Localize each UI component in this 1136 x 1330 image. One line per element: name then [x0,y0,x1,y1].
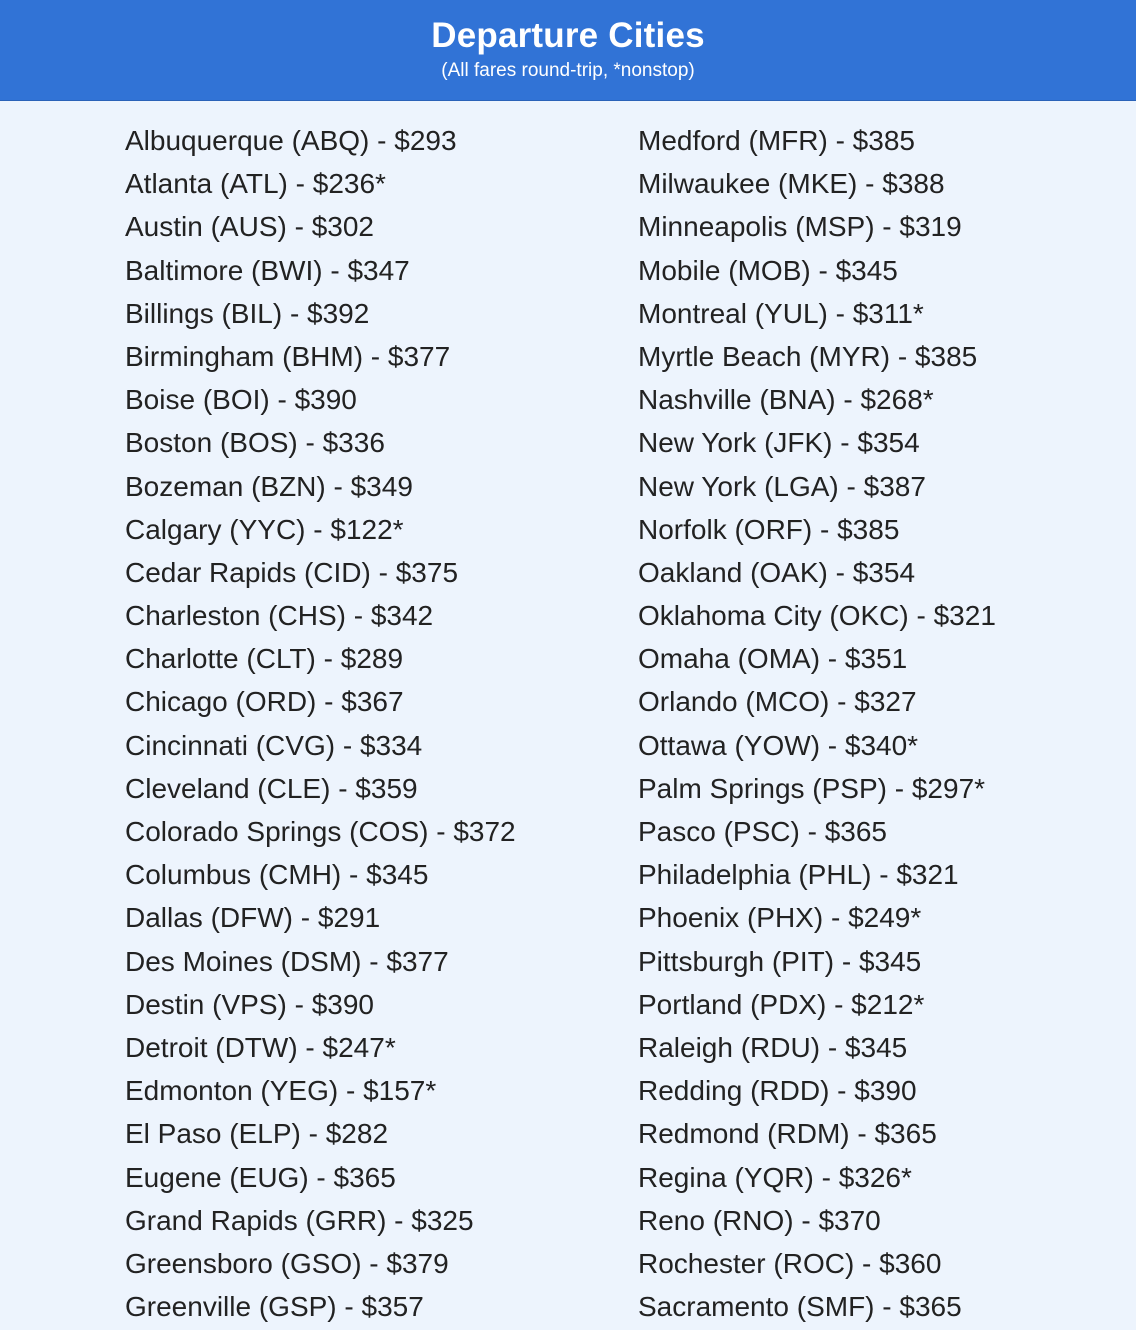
city-fare-item: Billings (BIL) - $392 [125,297,370,329]
city-fare-item: Charleston (CHS) - $342 [125,600,434,632]
city-fare-item: Bozeman (BZN) - $349 [125,470,413,502]
city-fare-item: New York (LGA) - $387 [638,470,926,502]
city-fare-item: Greenville (GSP) - $357 [125,1291,424,1323]
city-fare-item: Orlando (MCO) - $327 [638,686,917,718]
city-fare-item: Philadelphia (PHL) - $321 [638,859,959,891]
city-fare-item: Grand Rapids (GRR) - $325 [125,1204,474,1236]
city-fare-item: Redmond (RDM) - $365 [638,1118,937,1150]
left-column [125,122,516,1330]
city-fare-item: Myrtle Beach (MYR) - $385 [638,340,978,372]
city-fare-item: Boise (BOI) - $390 [125,384,357,416]
city-fare-item: Rochester (ROC) - $360 [638,1247,942,1279]
city-fare-item: Minneapolis (MSP) - $319 [638,211,962,243]
city-fare-item: Destin (VPS) - $390 [125,988,374,1020]
city-fare-item: Detroit (DTW) - $247* [125,1031,396,1063]
city-fare-item: Eugene (EUG) - $365 [125,1161,396,1193]
city-fare-item: Oakland (OAK) - $354 [638,556,916,588]
city-fare-item: Reno (RNO) - $370 [638,1204,881,1236]
city-fare-item: Edmonton (YEG) - $157* [125,1075,437,1107]
city-fare-item: Pittsburgh (PIT) - $345 [638,945,922,977]
city-fare-item: Palm Springs (PSP) - $297* [638,772,986,804]
city-fare-item: Charlotte (CLT) - $289 [125,643,404,675]
city-fare-item: Calgary (YYC) - $122* [125,513,404,545]
page-subtitle: (All fares round-trip, *nonstop) [441,60,695,81]
header-banner [0,0,1136,101]
city-fare-item: Medford (MFR) - $385 [638,125,915,156]
city-fare-item: Regina (YQR) - $326* [638,1161,912,1193]
city-fare-item: Mobile (MOB) - $345 [638,254,898,286]
city-fare-item: Omaha (OMA) - $351 [638,643,908,675]
city-fare-item: Norfolk (ORF) - $385 [638,513,900,545]
city-fare-item: New York (JFK) - $354 [638,427,920,459]
city-fare-item: Des Moines (DSM) - $377 [125,945,449,977]
city-fare-item: Oklahoma City (OKC) - $321 [638,600,996,632]
city-fare-item: Atlanta (ATL) - $236* [125,168,386,200]
city-fare-item: Pasco (PSC) - $365 [638,816,887,847]
departure-cities-list [0,101,1136,1330]
city-fare-item: Columbus (CMH) - $345 [125,859,429,891]
city-fare-item: Dallas (DFW) - $291 [125,902,381,934]
city-fare-item: Sacramento (SMF) - $365 [638,1291,962,1323]
city-fare-item: Cincinnati (CVG) - $334 [125,729,423,761]
right-column [638,122,996,1330]
city-fare-item: Nashville (BNA) - $268* [638,384,934,416]
city-fare-item: Chicago (ORD) - $367 [125,686,404,718]
city-fare-item: Phoenix (PHX) - $249* [638,902,922,934]
city-fare-item: Birmingham (BHM) - $377 [125,340,451,372]
city-fare-item: Milwaukee (MKE) - $388 [638,168,945,200]
city-fare-item: Portland (PDX) - $212* [638,988,925,1020]
page-title: Departure Cities [431,16,705,55]
city-fare-item: Redding (RDD) - $390 [638,1075,917,1107]
city-fare-item: Colorado Springs (COS) - $372 [125,816,516,847]
city-fare-item: Boston (BOS) - $336 [125,427,385,459]
city-fare-item: Baltimore (BWI) - $347 [125,254,410,286]
city-fare-item: Cedar Rapids (CID) - $375 [125,556,459,588]
city-fare-item: Austin (AUS) - $302 [125,211,374,243]
city-fare-item: Ottawa (YOW) - $340* [638,729,919,761]
city-fare-item: Raleigh (RDU) - $345 [638,1031,908,1063]
city-fare-item: Cleveland (CLE) - $359 [125,772,418,804]
city-fare-item: Greensboro (GSO) - $379 [125,1247,449,1279]
city-fare-item: Albuquerque (ABQ) - $293 [125,125,457,156]
city-fare-item: El Paso (ELP) - $282 [125,1118,389,1150]
city-fare-item: Montreal (YUL) - $311* [638,297,924,329]
